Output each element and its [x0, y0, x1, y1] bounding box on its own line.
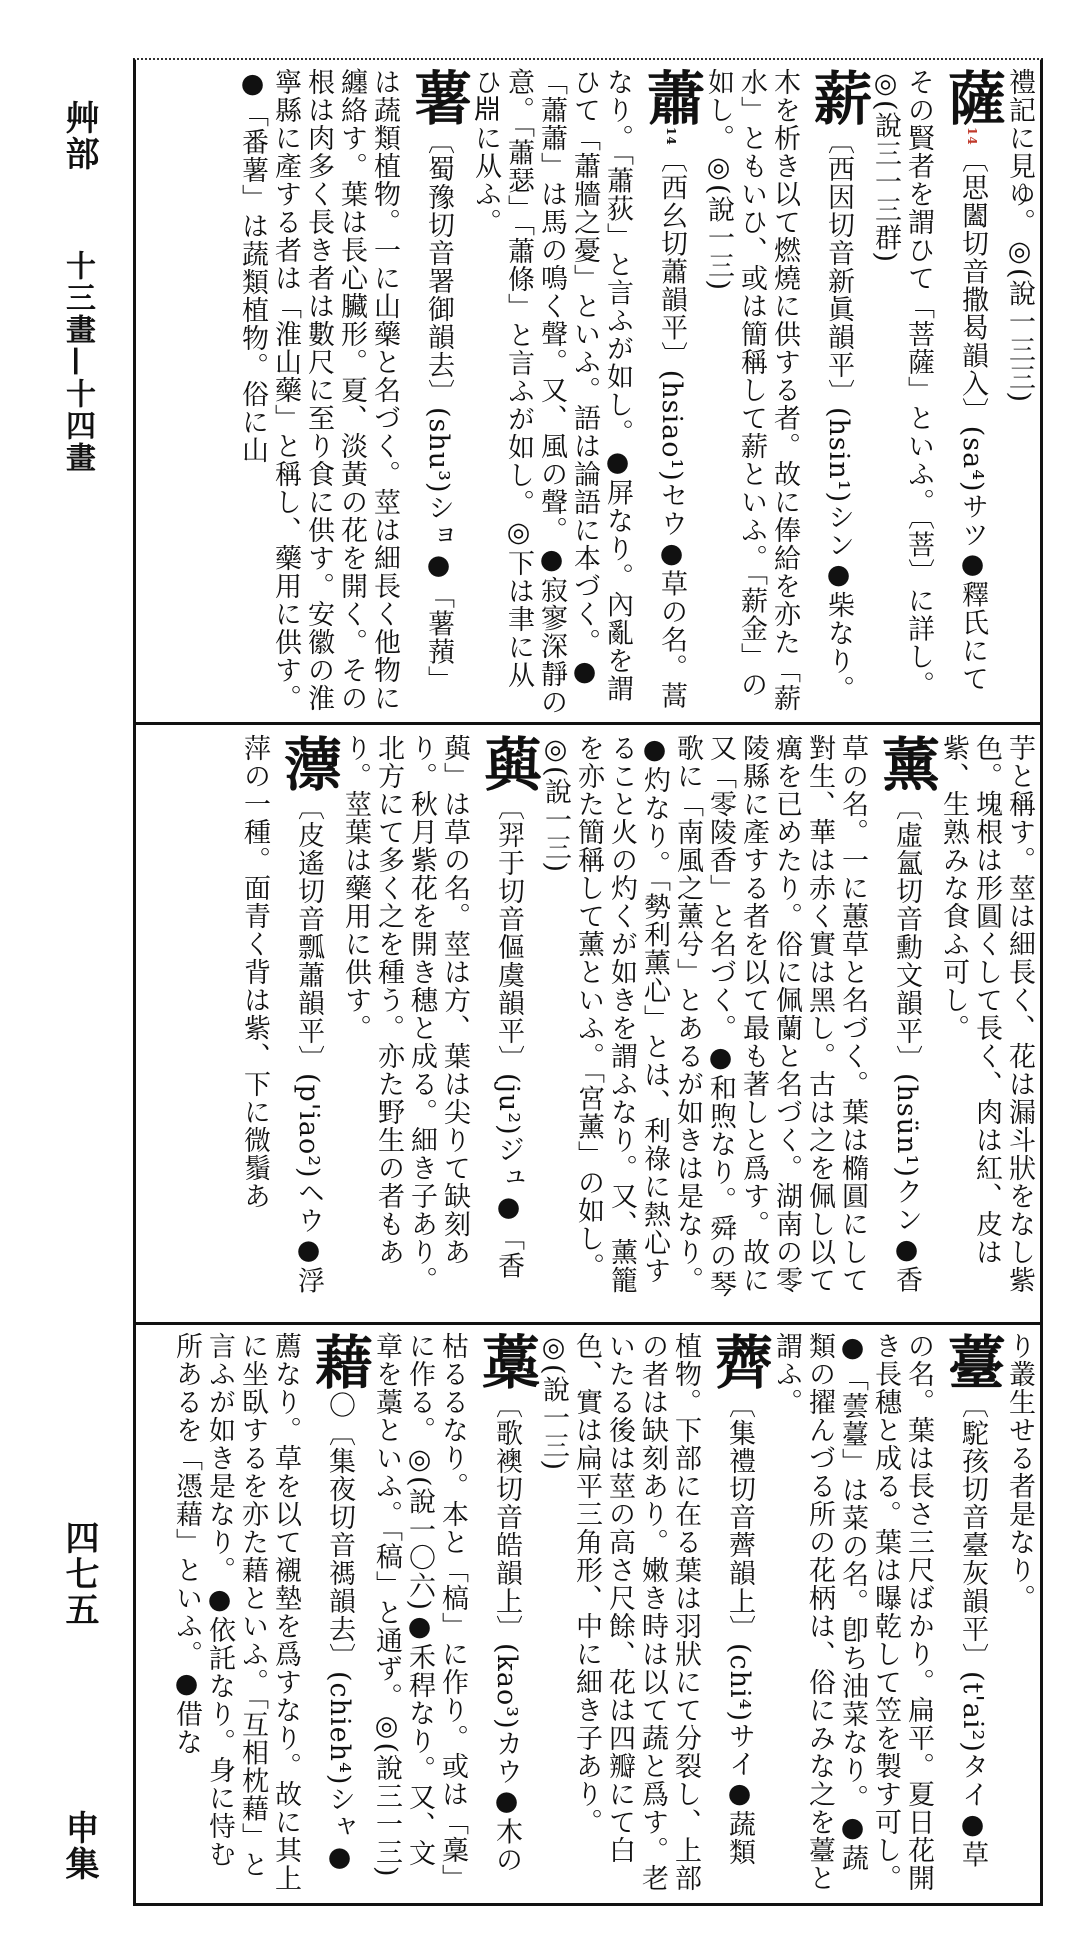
dictionary-entry	[1003, 68, 1036, 716]
entry-definition: 〔駝孩切音臺灰韻平〕(t'ai²)タイ●草の名。葉は長さ三尺ばかり。扁平。夏日花開き長穗と成る。葉は曝乾して笠を製す可し。●「蕓薹」は菜の名。卽ち油菜なり。●蔬類の擢んづる所の花柄は、俗にみな之を薹と謂ふ。	[771, 1332, 988, 1892]
dictionary-entry	[702, 68, 872, 716]
dictionary-entry	[236, 68, 472, 716]
entry-definition: 禮記に見ゆ。◎(說一三三)	[1004, 68, 1035, 404]
entry-headword: 薸	[274, 734, 342, 793]
dictionary-entry	[770, 1332, 1006, 1894]
dictionary-entry	[539, 734, 940, 1312]
dictionary-entry	[869, 68, 1006, 716]
stroke-count-marker: 14	[965, 127, 979, 146]
volume-label: 申集	[59, 1810, 99, 1882]
entry-headword: 薺	[705, 1332, 773, 1391]
dictionary-entry	[339, 734, 542, 1312]
entry-definition: 〔集禮切音薺韻上〕(chi⁴)サイ●蔬類植物。下部に在る葉は羽狀にて分裂し、上部の者は缺刻あり。嫩き時は以て蔬と爲す。老いたる後は莖の高さ尺餘、花は四瓣にて白色、實は扁平三角形、中に細き子あり。◎(說一三)	[538, 1332, 755, 1892]
entry-headword: 薯	[404, 68, 472, 127]
entry-headword: 薹	[938, 1332, 1006, 1391]
entry-headword: 薪	[804, 68, 872, 127]
stroke-range: 十三畫—十四畫	[60, 250, 95, 474]
band-middle	[136, 734, 1040, 1312]
entry-definition: 芋と稱す。莖は細長く、花は漏斗狀をなし紫色。塊根は形圓くして長く、肉は紅、皮は紫、生熟みな食ふ可し。	[938, 734, 1035, 1294]
dictionary-entry	[1003, 1332, 1036, 1894]
band-divider-2	[136, 1322, 1040, 1325]
entry-definition: 〔西因切音新眞韻平〕(hsin¹)シン●柴なり。木を析き以て燃燒に供する者。故に俸給を亦た「薪水」ともいひ、或は簡稱して薪といふ。「薪金」の如し。◎(說一三)	[703, 68, 854, 712]
dictionary-entry	[537, 1332, 773, 1894]
entry-definition: 〔思闔切音撒曷韻入〕(sa⁴)サツ●釋氏にてその賢者を謂ひて「菩薩」といふ。〔菩〕に詳し。◎(說三一三群)	[870, 68, 988, 699]
dictionary-entry	[370, 1332, 540, 1894]
band-bottom	[136, 1332, 1040, 1894]
page-frame	[133, 58, 1043, 1906]
dictionary-entry	[937, 734, 1036, 1312]
entry-headword: 蕭	[637, 68, 705, 127]
entry-definition: 〔西幺切蕭韻平〕(hsiao¹)セウ●草の名。蒿なり。「蕭荻」と言ふが如し。●屏なり。內亂を謂ひて「蕭牆之憂」といふ。語は論語に本づく。●「蕭蕭」は馬の鳴く聲。又、風の聲。●寂寥深靜の意。「蕭瑟」「蕭條」と言ふが如し。◎下は聿に从ひ𣶒に从ふ。	[470, 68, 687, 716]
entry-definition: 〔羿于切音傴虞韻平〕(ju²)ジュ●「香藇」は草の名。莖は方、葉は尖りて缺刻あり。秋月紫花を開き穗と成る。細き子あり。北方にて多く之を種う。亦た野生の者もあり。莖葉は藥用に供す。	[340, 734, 524, 1294]
dictionary-entry	[170, 1332, 373, 1894]
entry-definition: 〇〔集夜切音禡韻去〕(chieh⁴)シャ●薦なり。草を以て襯墊を爲すなり。故に其上に坐臥するを亦た藉といふ。「互相枕藉」と言ふが如き是なり。●依託なり。身に恃む所あるを「憑藉」といふ。●借な	[171, 1332, 355, 1892]
entry-definition: 〔皮遙切音瓢蕭韻平〕(p'iao²)ヘウ●浮萍の一種。面青く背は紫、下に微鬚あ	[239, 734, 324, 1295]
entry-definition: 〔歌襖切音皓韻上〕(kao³)カウ●木の枯るるなり。本と「槁」に作り。或は「稾」に作る。◎(說一〇六)●禾稈なり。又、文章を藁といふ。「稿」と通ず。◎(說三一三)	[371, 1332, 522, 1892]
page-number: 四七五	[59, 1520, 99, 1628]
entry-definition: 〔虛氳切音勳文韻平〕(hsün¹)クン●香草の名。一に蕙草と名づく。葉は橢圓にして對生、華は赤く實は黑し。古は之を佩し以て癘を已めたり。俗に佩蘭と名づく。湖南の零陵縣に產する者を以て最も著しと爲す。故に又「零陵香」と名づく。●和煦なり。舜の琴歌に「南風之薰兮」とあるが如きは是なり。●灼なり。「勢利薰心」とは、利祿に熱心すること火の灼くが如きを謂ふなり。又、薰籠を亦た簡稱して薰といふ。「宮薰」の如し。◎(說一三)	[540, 734, 922, 1298]
entry-definition: 〔蜀豫切音署御韻去〕(shu³)ショ●「薯蕷」は蔬類植物。一に山藥と名づく。莖は細長く他物に纏絡す。葉は長心臟形。夏、淡黃の花を開く。その根は肉多く長き者は數尺に至り食に供す。安徽の淮寧縣に產する者は「淮山藥」と稱し、藥用に供す。●「番薯」は蔬類植物。俗に山	[237, 68, 454, 712]
dictionary-entry	[469, 68, 705, 716]
dictionary-entry	[238, 734, 342, 1312]
band-divider-1	[136, 722, 1040, 725]
entry-headword: 薰	[872, 734, 940, 793]
entry-headword: 藉	[305, 1332, 373, 1391]
section-title: 艸部	[59, 100, 99, 172]
stroke-count-marker: 14	[664, 127, 678, 146]
entry-headword: 薩	[938, 68, 1006, 127]
band-top	[136, 68, 1040, 716]
entry-headword: 藁	[472, 1332, 540, 1391]
entry-headword: 藇	[474, 734, 542, 793]
entry-definition: り叢生せる者是なり。	[1004, 1332, 1035, 1612]
